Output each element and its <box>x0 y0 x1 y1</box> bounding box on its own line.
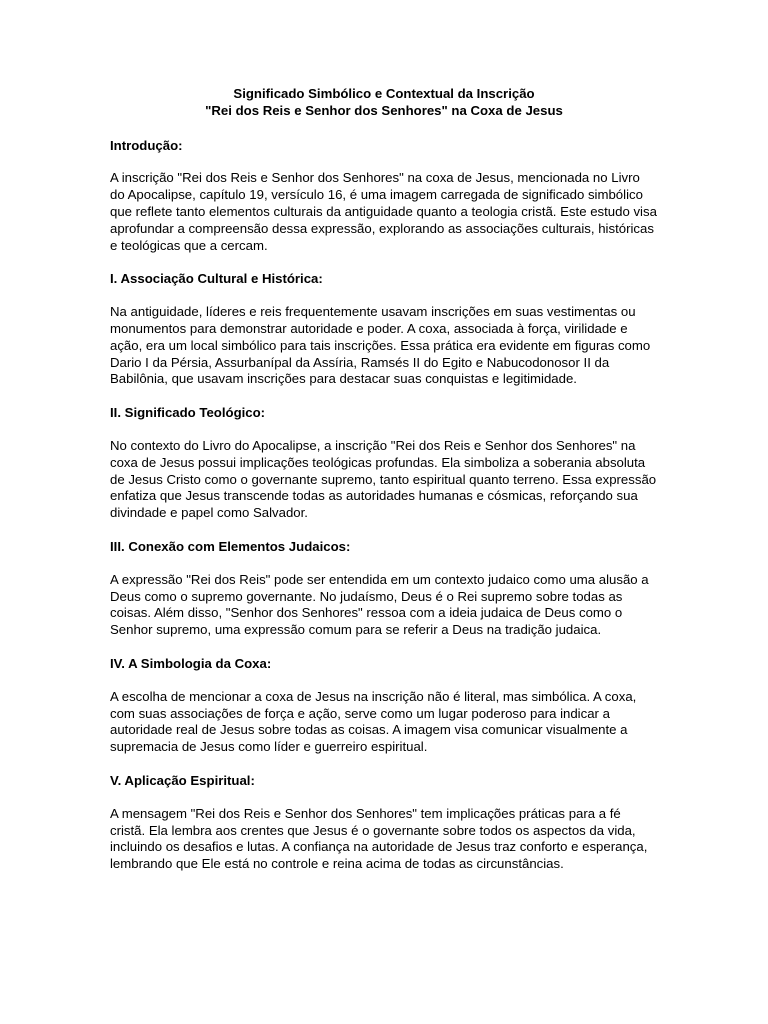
section-body-aplicacao-espiritual: A mensagem "Rei dos Reis e Senhor dos Senhores" tem implicações práticas para a fé cristã. Ela lembra aos crentes que Jesus é o governante sobre todos os aspectos da vida, incluindo os desafios e lutas. A confiança na autoridade de Jesus traz conforto e esperança, lembrando que Ele está no controle e reina acima de todas as circunstâncias. <box>110 805 648 872</box>
section-body-associacao-cultural: Na antiguidade, líderes e reis frequentemente usavam inscrições em suas vestimentas ou monumentos para demonstrar autoridade e poder. A coxa, associada à força, virilidade e ação, era um local simbólico para tais inscrições. Essa prática era evidente em figuras como Dario I da Pérsia, Assurbanípal da Assíria, Ramsés II do Egito e Nabucodonosor II da Babilônia, que usavam inscrições para destacar suas conquistas e legitimidade. <box>110 304 651 387</box>
section-heading-simbologia-coxa: IV. A Simbologia da Coxa: <box>110 655 272 671</box>
document-title <box>110 86 658 120</box>
title-line-2: "Rei dos Reis e Senhor dos Senhores" na Coxa de Jesus <box>205 102 563 118</box>
document-body <box>110 86 658 890</box>
section-heading-associacao-cultural: I. Associação Cultural e Histórica: <box>110 271 323 287</box>
title-line-1: Significado Simbólico e Contextual da Inscrição <box>233 86 535 101</box>
section-heading-introducao: Introdução: <box>110 137 183 153</box>
section-heading-aplicacao-espiritual: V. Aplicação Espiritual: <box>110 772 255 788</box>
section-body-conexao-judaica: A expressão "Rei dos Reis" pode ser entendida em um contexto judaico como uma alusão a Deus como o supremo governante. No judaísmo, Deus é o Rei supremo sobre todas as coisas. Além disso, "Senhor dos Senhores" ressoa com a ideia judaica de Deus como o Senhor supremo, uma expressão comum para se referir a Deus na tradição judaica. <box>110 571 649 638</box>
section-body-introducao: A inscrição "Rei dos Reis e Senhor dos Senhores" na coxa de Jesus, mencionada no Livro do Apocalipse, capítulo 19, versículo 16, é uma imagem carregada de significado simbólico que reflete tanto elementos culturais da antiguidade quanto a teologia cristã. Este estudo visa aprofundar a compreensão dessa expressão, explorando as associações culturais, históricas e teológicas que a cercam. <box>110 170 657 253</box>
section-body-significado-teologico: No contexto do Livro do Apocalipse, a inscrição "Rei dos Reis e Senhor dos Senhores" na coxa de Jesus possui implicações teológicas profundas. Ela simboliza a soberania absoluta de Jesus Cristo como o governante supremo, tanto espiritual quanto terreno. Essa expressão enfatiza que Jesus transcende todas as autoridades humanas e cósmicas, reforçando sua divindade e papel como Salvador. <box>110 437 657 521</box>
section-heading-significado-teologico: II. Significado Teológico: <box>110 405 266 421</box>
section-body-simbologia-coxa: A escolha de mencionar a coxa de Jesus na inscrição não é literal, mas simbólica. A coxa, com suas associações de força e ação, serve como um lugar poderoso para indicar a autoridade real de Jesus sobre todas as coisas. A imagem visa comunicar visualmente a supremacia de Jesus como líder e guerreiro espiritual. <box>110 688 637 755</box>
section-heading-conexao-judaica: III. Conexão com Elementos Judaicos: <box>110 538 351 554</box>
